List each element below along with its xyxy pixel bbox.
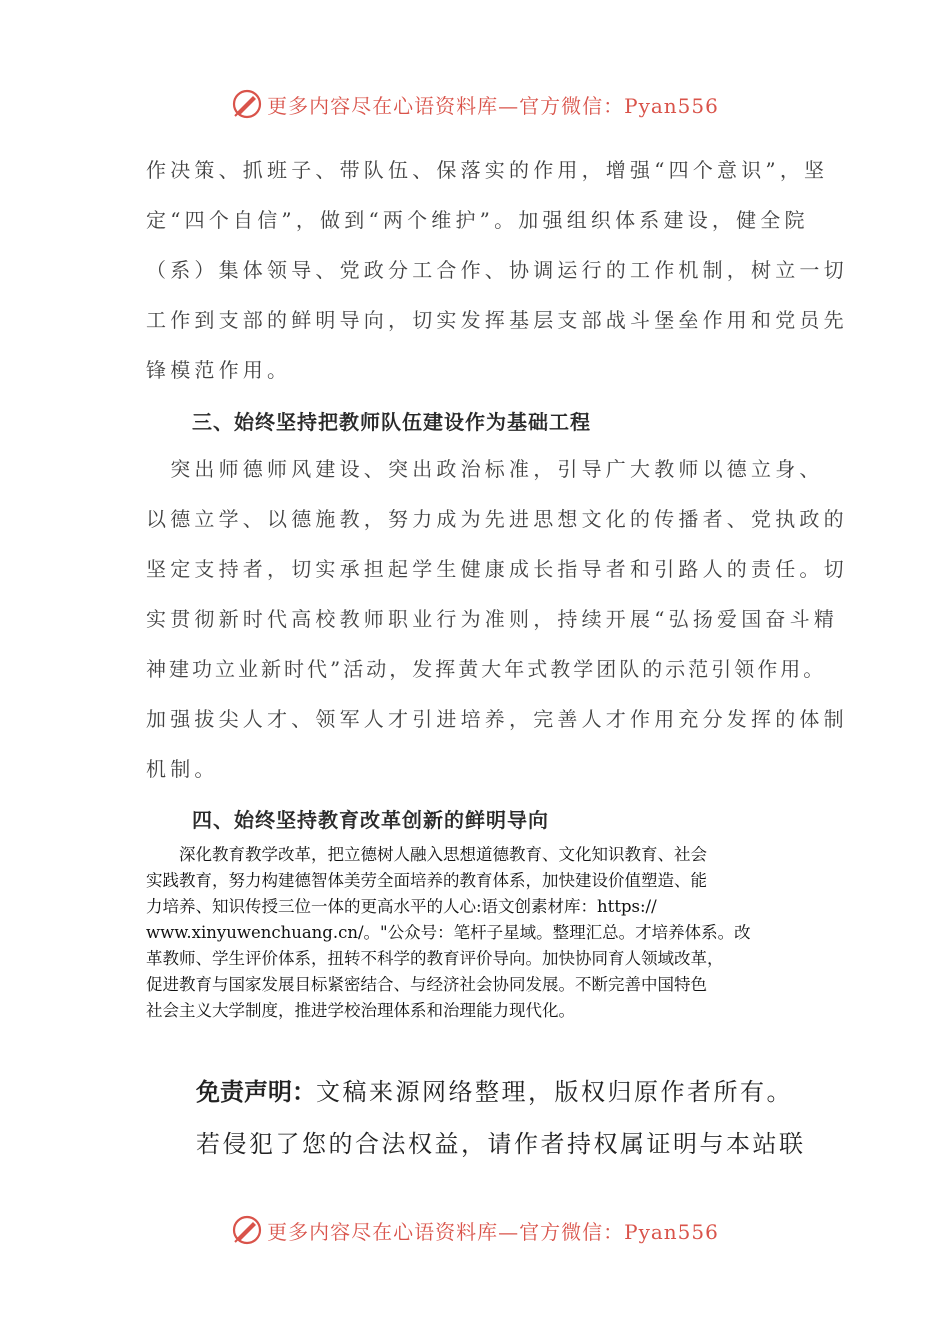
pen-logo-icon: [231, 88, 263, 120]
text-line: 力培养、知识传授三位一体的更高水平的人心:语文创素材库：https://: [146, 897, 657, 916]
section-heading-3: 三、始终坚持把教师队伍建设作为基础工程: [192, 410, 591, 434]
text-line: 实贯彻新时代高校教师职业行为准则，持续开展“弘扬爱国奋斗精: [146, 607, 839, 631]
text-line: 坚定支持者，切实承担起学生健康成长指导者和引路人的责任。切: [146, 557, 848, 581]
footer-banner: [0, 1210, 950, 1250]
text-line: 作决策、抓班子、带队伍、保落实的作用，增强“四个意识”，坚: [146, 158, 829, 182]
text-line: 以德立学、以德施教，努力成为先进思想文化的传播者、党执政的: [146, 507, 848, 531]
text-line: 革教师、学生评价体系，扭转不科学的教育评价导向。加快协同育人领域改革，: [146, 949, 724, 968]
text-line: 定“四个自信”，做到“两个维护”。加强组织体系建设，健全院: [146, 208, 809, 232]
paragraph-2: [146, 444, 848, 794]
paragraph-3: [146, 842, 826, 1024]
text-line: 神建功立业新时代”活动，发挥黄大年式教学团队的示范引领作用。: [146, 657, 827, 681]
text-line: 社会主义大学制度，推进学校治理体系和治理能力现代化。: [146, 1001, 575, 1020]
text-line: 锋模范作用。: [146, 358, 292, 382]
paragraph-1: [146, 145, 848, 395]
banner-text: 更多内容尽在心语资料库—官方微信：Pyan556: [267, 1219, 719, 1244]
text-line: 深化教育教学改革，把立德树人融入思想道德教育、文化知识教育、社会: [146, 845, 707, 864]
text-line: （系）集体领导、党政分工合作、协调运行的工作机制，树立一切: [146, 258, 848, 282]
text-line: 机制。: [146, 757, 219, 781]
disclaimer-label: 免责声明：: [196, 1078, 316, 1106]
disclaimer-line-1: [196, 1072, 793, 1107]
header-banner: [0, 84, 950, 124]
disclaimer-text: 文稿来源网络整理，版权归原作者所有。: [316, 1078, 793, 1106]
disclaimer-line-2: 若侵犯了您的合法权益，请作者持权属证明与本站联: [196, 1130, 806, 1158]
text-line: 促进教育与国家发展目标紧密结合、与经济社会协同发展。不断完善中国特色: [146, 975, 707, 994]
pen-logo-icon: [231, 1214, 263, 1246]
text-line: 突出师德师风建设、突出政治标准，引导广大教师以德立身、: [146, 457, 824, 481]
text-line: 实践教育，努力构建德智体美劳全面培养的教育体系，加快建设价值塑造、能: [146, 871, 707, 890]
text-line: 加强拔尖人才、领军人才引进培养，完善人才作用充分发挥的体制: [146, 707, 848, 731]
banner-text: 更多内容尽在心语资料库—官方微信：Pyan556: [267, 93, 719, 118]
text-line: www.xinyuwenchuang.cn/。"公众号：笔杆子星域。整理汇总。才培养体系。改: [146, 923, 751, 942]
text-line: 工作到支部的鲜明导向，切实发挥基层支部战斗堡垒作用和党员先: [146, 308, 848, 332]
section-heading-4: 四、始终坚持教育改革创新的鲜明导向: [192, 808, 549, 832]
